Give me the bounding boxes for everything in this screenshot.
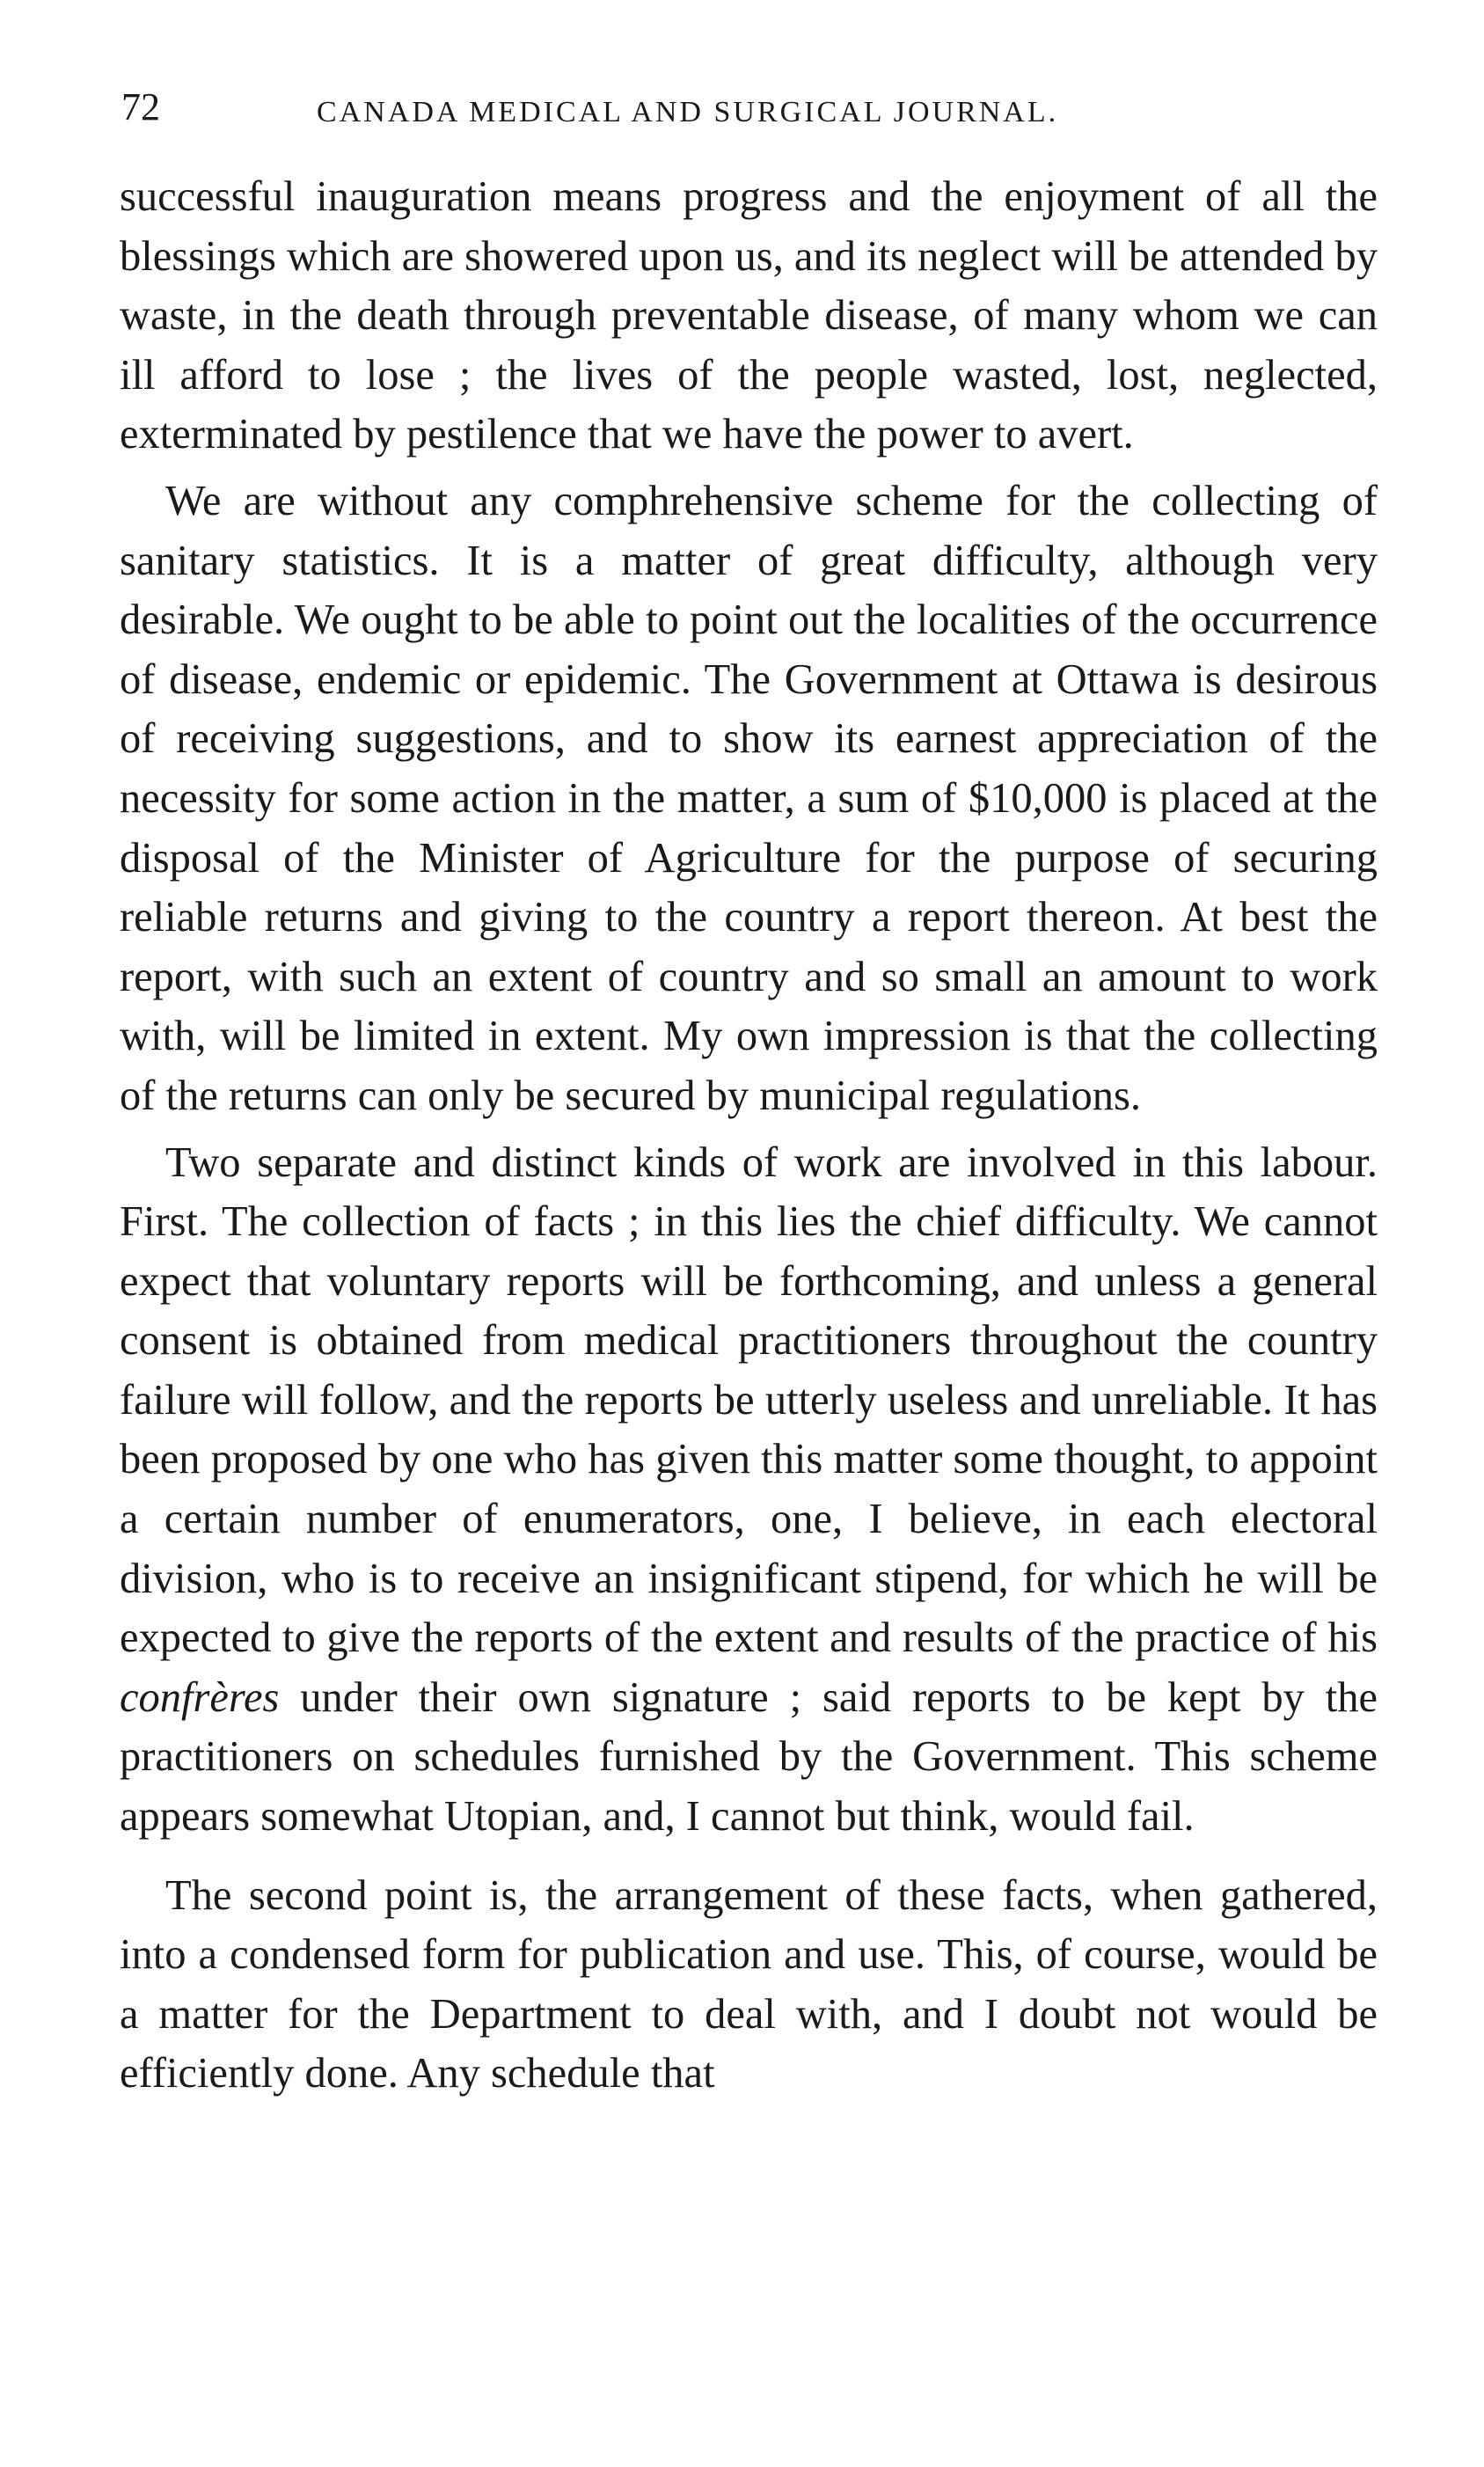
page-number: 72	[121, 85, 160, 128]
paragraph-3-italic-word: confrères	[120, 1673, 280, 1721]
page-header	[121, 81, 1371, 134]
running-head: CANADA MEDICAL AND SURGICAL JOURNAL.	[317, 96, 1059, 128]
paragraph-3-text-b: under their own signature ; said reports to be kept by the practitioners on schedules furnished by the Government. This scheme appears somewhat Utopian, and, I cannot but think, would fail.	[120, 1673, 1378, 1841]
paragraph-1: successful inauguration means progress and the enjoyment of all the blessings which are showered upon us, and its neglect will be attended by waste, in the death through preventable disease, of many whom we can ill afford to lose ; the lives of the people wasted, lost, neglected, exterminated by pestilence that we have the power to avert.	[120, 173, 1378, 458]
paragraph-3	[120, 1133, 1378, 1847]
paragraph-3-text-a: Two separate and distinct kinds of work are involved in this labour. First. The collection of facts ; in this lies the chief difficulty. We cannot expect that voluntary reports will be forthcoming, and unless a general consent is obtained from medical practitioners throughout the country failure will follow, and the reports be utterly useless and unreliable. It has been proposed by one who has given this matter some thought, to appoint a certain number of enumerators, one, I believe, in each electoral division, who is to receive an insignificant stipend, for which he will be expected to give the reports of the extent and results of the practice of his	[120, 1138, 1378, 1662]
paragraph-4: The second point is, the arrangement of these facts, when gathered, into a condensed form for publication and use. This, of course, would be a matter for the Department to deal with, and I doubt not would be efficiently done. Any schedule that	[120, 1871, 1378, 2097]
paragraph-2: We are without any comphrehensive scheme for the collecting of sanitary statistics. It is a matter of great difficulty, although very desirable. We ought to be able to point out the localities of the occurrence of disease, endemic or epidemic. The Government at Ottawa is desirous of receiving suggestions, and to show its earnest appreciation of the necessity for some action in the matter, a sum of $10,000 is placed at the disposal of the Minister of Agriculture for the purpose of securing reliable returns and giving to the country a report thereon. At best the report, with such an extent of country and so small an amount to work with, will be limited in extent. My own impression is that the collecting of the returns can only be secured by municipal regulations.	[120, 477, 1378, 1119]
body-text	[120, 167, 1378, 2104]
